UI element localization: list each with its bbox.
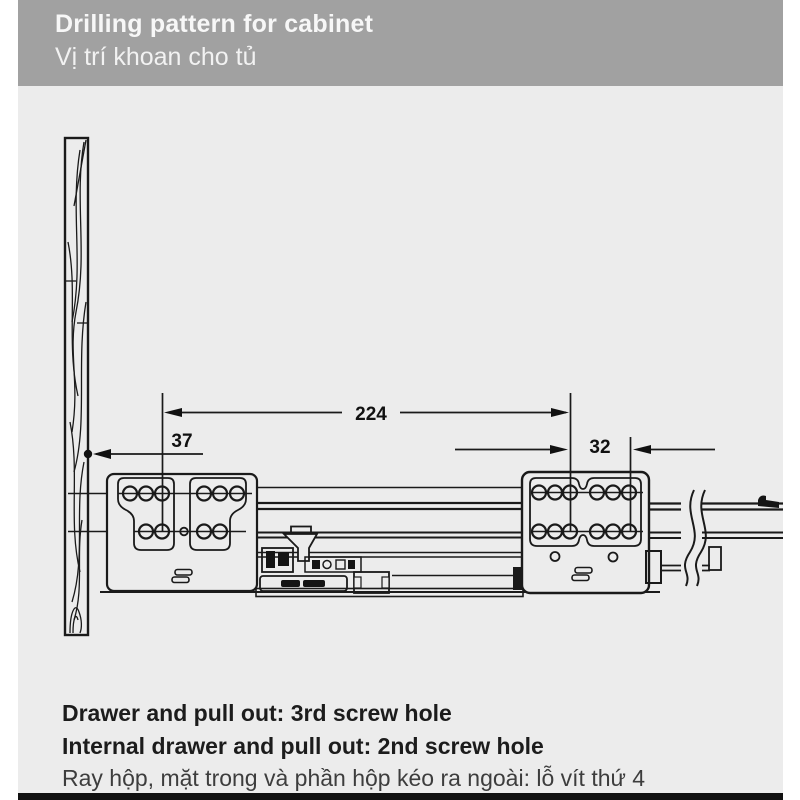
- rail-right-section: [646, 488, 783, 588]
- dim-label-37: 37: [171, 431, 193, 452]
- note-internal-drawer: Internal drawer and pull out: 2nd screw hole: [62, 732, 544, 759]
- front-bracket: [107, 474, 257, 591]
- rail-hook: [758, 496, 779, 509]
- footnotes: [62, 697, 762, 795]
- dim-label-224: 224: [355, 404, 387, 425]
- dim-label-32: 32: [589, 437, 611, 458]
- footer-divider-bar: [18, 793, 783, 800]
- header-title-en: Drilling pattern for cabinet: [55, 10, 374, 38]
- runner-locking-mechanism: [260, 527, 524, 594]
- cabinet-side-panel: [65, 138, 88, 635]
- note-vietnamese: Ray hộp, mặt trong và phần hộp kéo ra ngoài: lỗ vít thứ 4: [62, 765, 646, 791]
- note-drawer-pullout: Drawer and pull out: 3rd screw hole: [62, 700, 452, 726]
- header-title-vi: Vị trí khoan cho tủ: [55, 43, 257, 71]
